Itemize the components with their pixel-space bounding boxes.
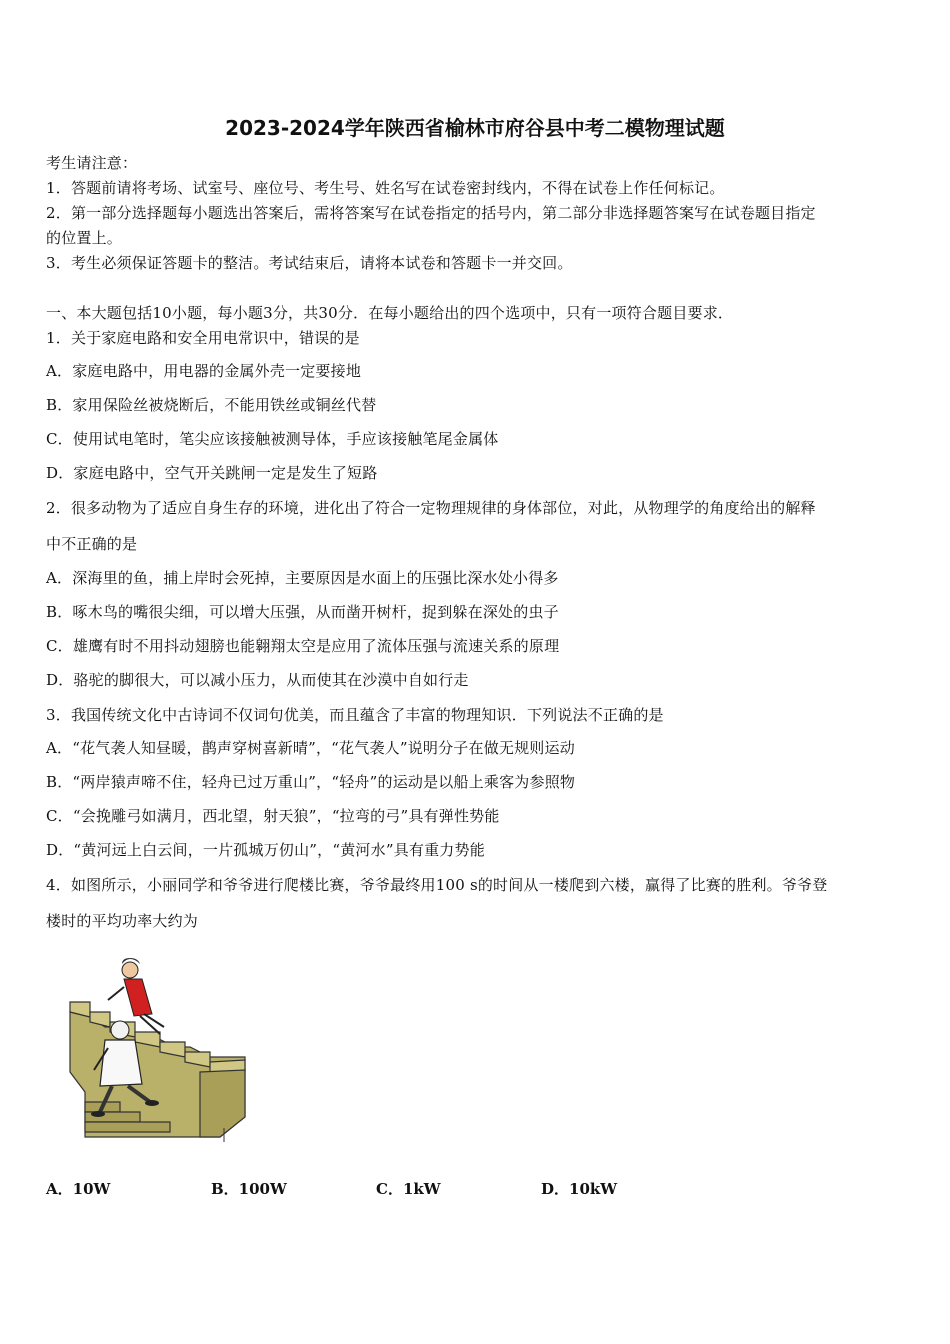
question-4-option-c: C．1kW xyxy=(376,1180,441,1198)
stair-climbing-figure xyxy=(60,952,250,1147)
question-4-stem: 4．如图所示，小丽同学和爷爷进行爬楼比赛，爷爷最终用100 s的时间从一楼爬到六楼，赢得了比赛的胜利。爷爷登 xyxy=(46,876,828,894)
question-2-option-d: D．骆驼的脚很大，可以减小压力，从而使其在沙漠中自如行走 xyxy=(46,671,469,689)
notice-item-2: 2．第一部分选择题每小题选出答案后，需将答案写在试卷指定的括号内，第二部分非选择题答案写在试卷题目指定 xyxy=(46,204,816,222)
question-3-option-b: B．“两岸猿声啼不住，轻舟已过万重山”，“轻舟”的运动是以船上乘客为参照物 xyxy=(46,773,576,791)
notice-item-1: 1．答题前请将考场、试室号、座位号、考生号、姓名写在试卷密封线内，不得在试卷上作任何标记。 xyxy=(46,179,725,197)
question-2-option-c: C．雄鹰有时不用抖动翅膀也能翱翔太空是应用了流体压强与流速关系的原理 xyxy=(46,637,560,655)
question-2-stem-cont: 中不正确的是 xyxy=(46,535,138,553)
question-2-option-a: A．深海里的鱼，捕上岸时会死掉，主要原因是水面上的压强比深水处小得多 xyxy=(46,569,559,587)
question-4-stem-cont: 楼时的平均功率大约为 xyxy=(46,912,199,930)
question-3-option-d: D．“黄河远上白云间，一片孤城万仞山”，“黄河水”具有重力势能 xyxy=(46,841,485,859)
question-1-option-b: B．家用保险丝被烧断后，不能用铁丝或铜丝代替 xyxy=(46,396,377,414)
question-1-option-a: A．家庭电路中，用电器的金属外壳一定要接地 xyxy=(46,362,362,380)
question-3-stem: 3．我国传统文化中古诗词不仅词句优美，而且蕴含了丰富的物理知识．下列说法不正确的是 xyxy=(46,706,664,724)
question-3-option-c: C．“会挽雕弓如满月，西北望，射天狼”，“拉弯的弓”具有弹性势能 xyxy=(46,807,500,825)
question-4-option-b: B．100W xyxy=(211,1180,287,1198)
question-2-stem: 2．很多动物为了适应自身生存的环境，进化出了符合一定物理规律的身体部位，对此，从物理学的角度给出的解释 xyxy=(46,499,816,517)
section-heading: 一、本大题包括10小题，每小题3分，共30分．在每小题给出的四个选项中，只有一项符合题目要求． xyxy=(46,304,734,322)
notice-heading: 考生请注意： xyxy=(46,154,138,172)
page-title: 2023-2024学年陕西省榆林市府谷县中考二模物理试题 xyxy=(225,116,725,140)
question-2-option-b: B．啄木鸟的嘴很尖细，可以增大压强，从而凿开树杆，捉到躲在深处的虫子 xyxy=(46,603,559,621)
question-1-option-c: C．使用试电笔时，笔尖应该接触被测导体，手应该接触笔尾金属体 xyxy=(46,430,499,448)
question-4-option-a: A．10W xyxy=(46,1180,111,1198)
question-3-option-a: A．“花气袭人知昼暖，鹊声穿树喜新晴”，“花气袭人”说明分子在做无规则运动 xyxy=(46,739,575,757)
question-4-option-d: D．10kW xyxy=(541,1180,618,1198)
question-1-stem: 1．关于家庭电路和安全用电常识中，错误的是 xyxy=(46,329,360,347)
notice-item-2-cont: 的位置上。 xyxy=(46,229,123,247)
notice-item-3: 3．考生必须保证答题卡的整洁。考试结束后，请将本试卷和答题卡一并交回。 xyxy=(46,254,573,272)
question-1-option-d: D．家庭电路中，空气开关跳闸一定是发生了短路 xyxy=(46,464,378,482)
